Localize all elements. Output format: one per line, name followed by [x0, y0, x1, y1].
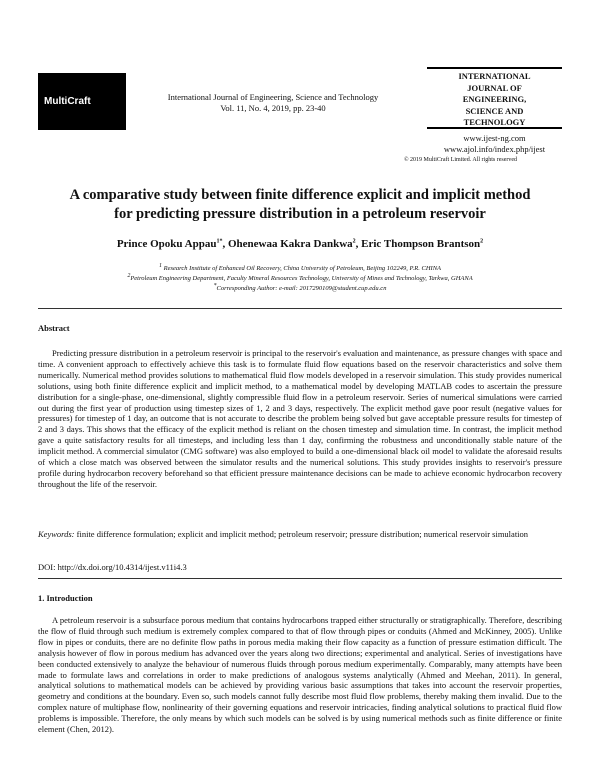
affiliation-2: $^2$Petroleum Engineering Department, Faculty Mineral Resources Technology, University of Mines and Technology, Tarkwa, GHANA	[127, 272, 473, 282]
copyright: © 2019 MultiCraft Limited. All rights reserved	[404, 157, 518, 163]
divider-bottom	[38, 578, 562, 579]
abstract-heading: Abstract	[38, 323, 70, 333]
authors: Prince Opoku Appau$^{1*}$, Ohenewaa Kakra Dankwa$^2$, Eric Thompson Brantson$^2$	[116, 238, 484, 250]
ijest-box: INTERNATIONAL JOURNAL OF ENGINEERING, SCIENCE AND TECHNOLOGY	[427, 67, 562, 129]
journal-url[interactable]: www.ijest-ng.com	[463, 133, 526, 143]
doi-link[interactable]: DOI: http://dx.doi.org/10.4314/ijest.v11i4.3	[38, 562, 187, 572]
keywords: Keywords: finite difference formulation; explicit and implicit method; petroleum reservoir; pressure distribution; numerical reservoir simulation	[38, 529, 529, 539]
introduction-heading: 1. Introduction	[38, 593, 93, 603]
article-title: A comparative study between finite difference explicit and implicit method for predicting pressure distribution in a petroleum reservoir	[69, 187, 531, 222]
divider-top	[38, 308, 562, 309]
abstract-text: Predicting pressure distribution in a petroleum reservoir is principal to the reservoir's evaluation and maintenance, as pressure changes with space and time. A convenient approach to effectively achieve this task is to formulate fluid flow equations based on the reservoir characteristics and solve them numerically. Numerical method provides solutions to mathematical fluid flow models developed in a reservoir simulation. This study provides numerical solutions, using both finite difference explicit and implicit method, to a mathematical model by developing MATLAB codes to ascertain the pressure distribution for a single-phase, one-dimensional, slightly compressible fluid flow in a petroleum reservoir. Series of numerical simulations were carried out during the first year of production using timestep sizes of 1, 2 and 3 days, respectively. The explicit method gave poor result (negative values for pressures) for timestep of 1 day, an outcome that is not accurate to describe the problem being solved but gave acceptable pressure results for timestep of 2 and 3 days. This shows that the efficacy of the explicit method is reliant on the chosen timestep and simulation time. In contrast, the implicit method gave a quite satisfactory results for all timesteps, and including less than 1 day, confirming the robustness and unconditionally stable nature of the implicit method. A commercial simulator (CMG software) was also employed to build a one-dimensional black oil model to validate the aforesaid results of which a close match was observed between the simulator results and the numerical solutions. This study provides insights to reservoir's pressure profile during hydrocarbon recovery beforehand so that efficient pressure maintenance decisions can be made to achieve economic hydrocarbon recovery throughout the life of the reservoir.	[38, 348, 562, 489]
journal-name: International Journal of Engineering, Science and Technology	[167, 92, 379, 102]
introduction-text: A petroleum reservoir is a subsurface porous medium that contains hydrocarbons trapped either structurally or stratigraphically. Therefore, describing the flow of fluid through such medium is extremely complex compared to that of flow through pipes or conduits (Ahmed and McKinney, 2005). Unlike flow in pipes or conduits, there are no definite flow paths in porous media making their flow capacity as a function of pressure estimation difficult. The analysis however of flow in porous medium has advanced over the years along two directions; experimental and analytical. Series of investigations have been conducted extensively to analyze the behaviour of numerous fluids through porous medium experimentally. Comparably, many attempts have been made to formulate laws and correlations in order to make predictions of analogous systems analytically (Ahmed and Meehan, 2011). In general, analytical solutions to mathematical models can be achieved by providing various basic assumptions that takes into account the reservoir properties, geometry and conditions at the boundary. Even so, such models cannot fully describe most fluid flow problems, thereby making them invalid. Due to the complex nature of multiphase flow, nonlinearity of their governing equations and reservoir intricacies, finding analytical solutions to practical fluid flow problems is impossible. Therefore, the only means by which such models can be solved is by using numerical methods such as finite difference or finite element (Chen, 2012).	[38, 615, 562, 735]
multicraft-logo: MultiCraft	[38, 73, 126, 130]
ajol-url[interactable]: www.ajol.info/index.php/ijest	[443, 144, 546, 154]
corresponding-author: *Corresponding Author: e-mail: 2017290109@student.cup.edu.cn	[213, 282, 387, 292]
volume-info: Vol. 11, No. 4, 2019, pp. 23-40	[220, 103, 326, 113]
affiliation-1: $^1$ Research Institute of Enhanced Oil Recovery, China University of Petroleum, Beijing 102249, P.R. CHINA	[158, 262, 442, 272]
